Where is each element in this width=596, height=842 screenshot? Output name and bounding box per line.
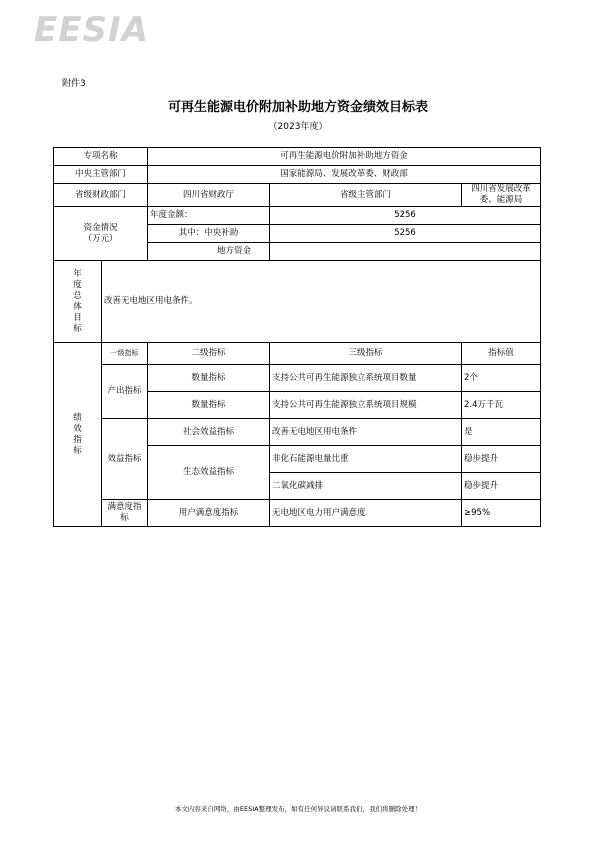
annual-goal-value: 改善无电地区用电条件。 — [102, 261, 541, 343]
value-cell: 2.4万千瓦 — [462, 392, 541, 419]
footer-disclaimer: 本文内容来自网络，由EESIA整理发布，如有任何异议请联系我们，我们将删除处理！ — [174, 805, 422, 813]
header-level2: 二级指标 — [148, 343, 270, 365]
year-label: （2023年度） — [268, 122, 328, 132]
value-cell: ≥95% — [462, 500, 541, 527]
level3-cell: 支持公共可再生能源独立系统项目规模 — [270, 392, 462, 419]
benefit-indicator-label: 效益指标 — [102, 419, 148, 500]
table-row — [54, 500, 541, 527]
header-level3: 三级指标 — [270, 343, 462, 365]
goal-char: 年 — [73, 268, 82, 279]
perf-char: 指 — [73, 434, 82, 445]
prov-finance-label: 省级财政部门 — [54, 184, 148, 207]
perf-char: 标 — [73, 445, 82, 456]
satisfaction-indicator-label: 满意度指标 — [102, 500, 148, 527]
goal-char: 目 — [73, 312, 82, 323]
table-row — [54, 184, 541, 207]
goal-char: 总 — [73, 290, 82, 301]
funds-label — [54, 207, 148, 261]
value-cell: 稳步提升 — [462, 473, 541, 500]
goal-char: 体 — [73, 301, 82, 312]
perf-char: 绩 — [73, 412, 82, 423]
level3-cell: 无电地区电力用户满意度 — [270, 500, 462, 527]
value-cell: 2个 — [462, 365, 541, 392]
value-cell: 是 — [462, 419, 541, 446]
level3-cell: 非化石能源电量比重 — [270, 446, 462, 473]
annual-amount-label: 年度金额： — [148, 207, 270, 225]
central-subsidy-value: 5256 — [270, 225, 541, 243]
local-funds-label: 地方资金 — [148, 243, 270, 261]
project-name-value: 可再生能源电价附加补助地方资金 — [148, 148, 541, 166]
level2-cell: 用户满意度指标 — [148, 500, 270, 527]
table-row — [54, 261, 541, 343]
level2-cell: 生态效益指标 — [148, 446, 270, 500]
central-subsidy-label: 其中：中央补助 — [148, 225, 270, 243]
eesia-logo: EESIA — [34, 10, 149, 50]
output-indicator-label: 产出指标 — [102, 365, 148, 419]
local-funds-value — [270, 243, 541, 261]
level2-cell: 数量指标 — [148, 365, 270, 392]
level2-cell: 社会效益指标 — [148, 419, 270, 446]
prov-dept-value: 四川省发展改革委、能源局 — [462, 184, 541, 207]
central-dept-value: 国家能源局、发展改革委、财政部 — [148, 166, 541, 184]
table-row — [54, 419, 541, 446]
central-dept-label: 中央主管部门 — [54, 166, 148, 184]
header-value: 指标值 — [462, 343, 541, 365]
goal-char: 度 — [73, 279, 82, 290]
funds-label-line2: （万元） — [83, 233, 118, 244]
performance-table — [53, 147, 541, 527]
header-level1: 一级指标 — [102, 343, 148, 365]
project-name-label: 专项名称 — [54, 148, 148, 166]
attachment-label: 附件3 — [62, 79, 86, 89]
level2-cell: 数量指标 — [148, 392, 270, 419]
annual-amount-value: 5256 — [270, 207, 541, 225]
value-cell: 稳步提升 — [462, 446, 541, 473]
perf-char: 效 — [73, 423, 82, 434]
table-row — [54, 148, 541, 166]
prov-finance-value: 四川省财政厅 — [148, 184, 270, 207]
table-row — [54, 365, 541, 392]
page-title: 可再生能源电价附加补助地方资金绩效目标表 — [167, 100, 428, 115]
perf-indicators-label — [54, 343, 102, 527]
level3-cell: 改善无电地区用电条件 — [270, 419, 462, 446]
table-row — [54, 343, 541, 365]
prov-dept-label: 省级主管部门 — [270, 184, 462, 207]
funds-label-line1: 资金情况 — [83, 222, 118, 233]
table-row — [54, 207, 541, 225]
table-row — [54, 166, 541, 184]
annual-goal-label — [54, 261, 102, 343]
level3-cell: 支持公共可再生能源独立系统项目数量 — [270, 365, 462, 392]
level3-cell: 二氧化碳减排 — [270, 473, 462, 500]
goal-char: 标 — [73, 323, 82, 334]
